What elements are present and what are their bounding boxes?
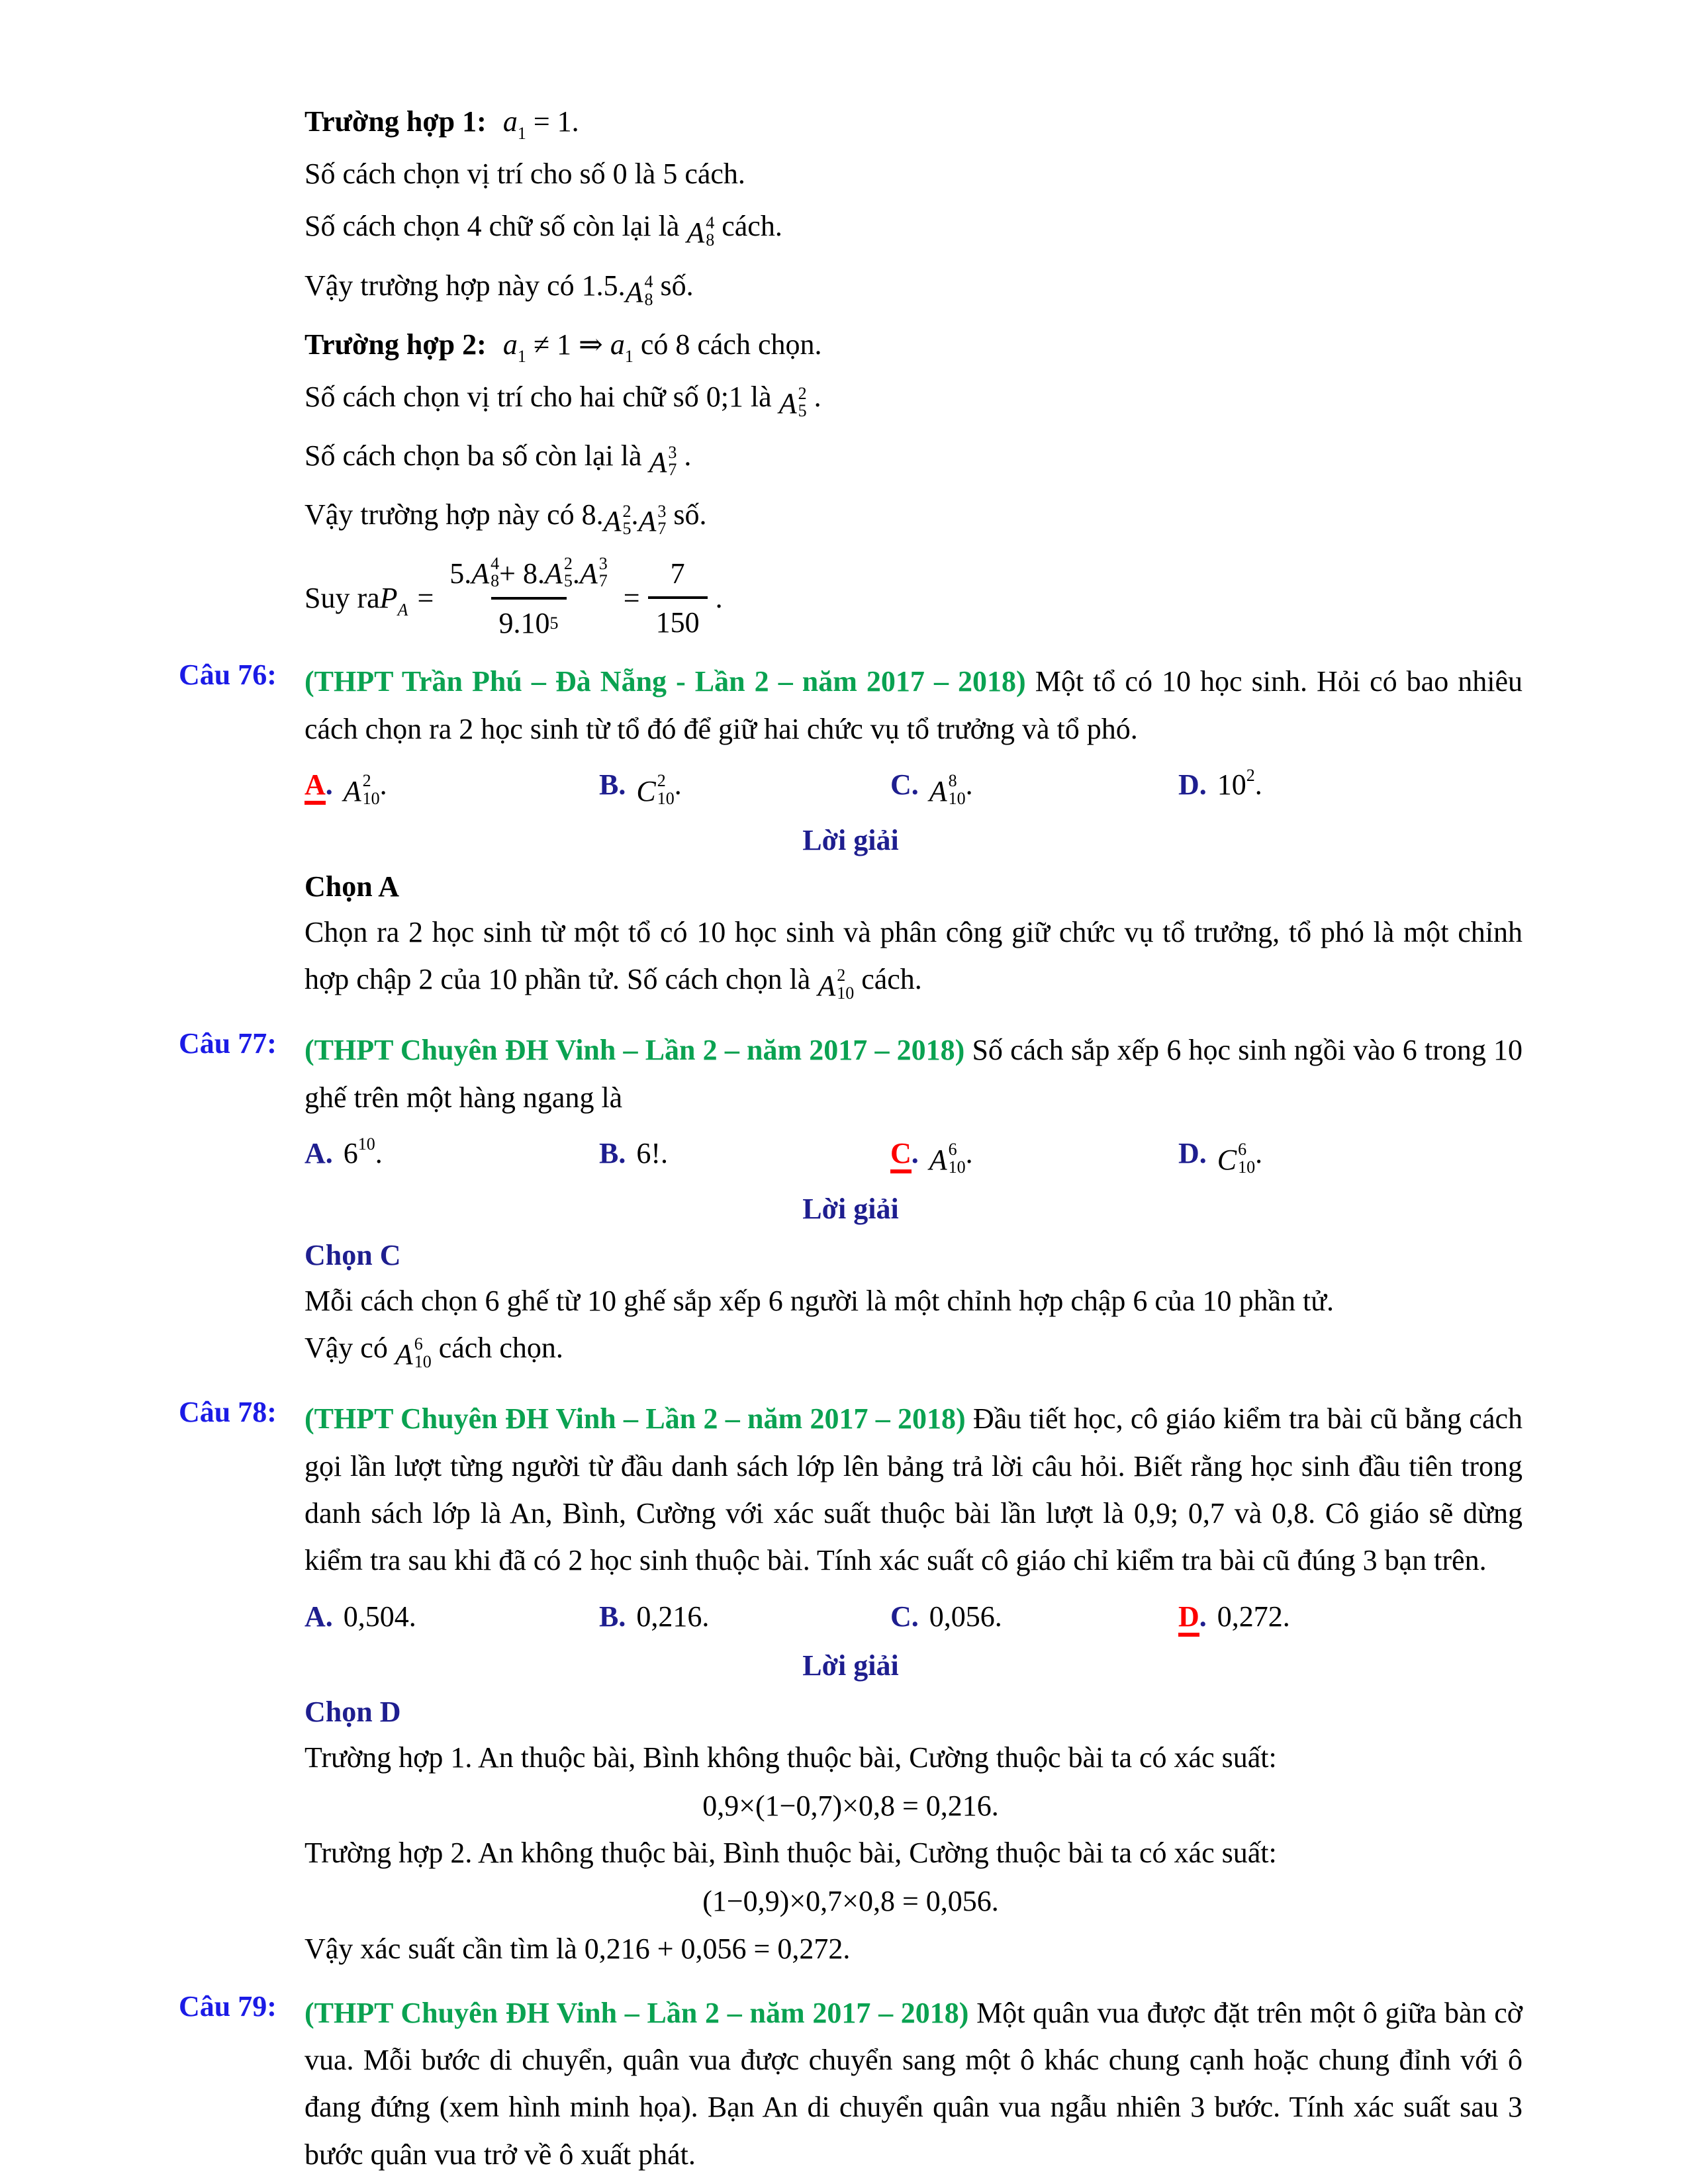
chosen-answer-76: Chọn A [305, 870, 400, 903]
solution-line [305, 492, 1523, 544]
loi-giai-heading: Lời giải [802, 823, 899, 856]
question-76-label: Câu 76: [179, 659, 277, 692]
solution-line: Số cách chọn vị trí cho số 0 là 5 cách. [305, 158, 745, 191]
period: . [375, 1136, 383, 1169]
text-run: Chọn ra 2 học sinh từ một tổ có 10 học sinh và phân công giữ chức vụ tổ trưởng, tổ phó là một chỉnh hợp chập 2 của 10 phần tử. Số cách chọn là [305, 915, 1523, 996]
option-letter: B [599, 768, 619, 801]
period: . [965, 768, 973, 801]
period: . [379, 768, 387, 801]
case2-label: Trường hợp 2: [305, 328, 487, 361]
text-run: Số cách sắp xếp 6 học sinh ngồi vào 6 trong 10 ghế trên một hàng ngang là [305, 1034, 1523, 1114]
question-77-source: (THPT Chuyên ĐH Vinh – Lần 2 – năm 2017 – 2018) [305, 1034, 965, 1067]
math-C-10-2: C 2 10 [636, 771, 675, 808]
period: . [702, 1600, 710, 1633]
option-letter: D [1178, 1136, 1199, 1169]
option-value: 0,216 [636, 1600, 702, 1633]
text-run: cách. [854, 963, 922, 996]
math-a1: a [610, 328, 625, 361]
math-A-7-3: A 3 7 [638, 501, 667, 539]
text-run: Một quân vua được đặt trên một ô giữa bàn cờ vua. Mỗi bước di chuyển, quân vua được chuyển sang một ô khác chung cạnh hoặc chung đỉnh với ô đang đứng (xem hình minh họa). Bạn An di chuyển quân vua ngẫu nhiên 3 bước. Tính xác suất sau 3 bước quân vua trở về ô xuất phát. [305, 1996, 1523, 2171]
math-a1: a [502, 328, 518, 361]
solution-76 [305, 909, 1523, 1010]
option-letter-correct: C [890, 1138, 912, 1173]
math-a1-sub: 1 [517, 346, 526, 366]
math-A-10-8: A 8 10 [929, 771, 966, 808]
period: . [408, 1600, 416, 1633]
text-run: Vậy trường hợp này có 8. [305, 498, 604, 531]
option-letter: C [890, 1600, 912, 1633]
loi-giai-heading: Lời giải [802, 1192, 899, 1225]
math-10-2: $10^2$ [1217, 765, 1255, 801]
math-a1-sub: 1 [517, 124, 526, 143]
text-run: Số cách chọn ba số còn lại là [305, 439, 649, 473]
math-A-8-4: A 4 8 [471, 553, 500, 591]
question-78-text [305, 1395, 1523, 1584]
solution-78-case1: Trường hợp 1. An thuộc bài, Bình không thuộc bài, Cường thuộc bài ta có xác suất: [305, 1741, 1277, 1774]
solution-line [305, 204, 1523, 255]
option-77-C: C. A 6 10 . [890, 1132, 1178, 1182]
solution-line [305, 263, 1523, 315]
question-76-source: (THPT Trần Phú – Đà Nẵng - Lần 2 – năm 2017 – 2018) [305, 665, 1026, 698]
text-run: Số cách chọn 4 chữ số còn lại là [305, 210, 687, 243]
question-78 [179, 1395, 1523, 1972]
text-run: Vậy có [305, 1332, 395, 1365]
option-letter-correct: A [305, 770, 326, 805]
equals-sign: = [417, 582, 434, 615]
option-78-B: B. 0,216. [599, 1600, 710, 1633]
math-P-A: $P_A$ [379, 582, 408, 620]
text-run: số. [653, 269, 694, 302]
math-6-10: $6^{10}$ [343, 1134, 375, 1169]
text-run: . [677, 439, 692, 473]
text-run: . [715, 582, 723, 615]
fraction-main: 5. A 4 8 + 8. A 2 5 . A 3 7 9.10 5 [442, 557, 616, 641]
option-letter: A [305, 1136, 326, 1169]
question-79-source: (THPT Chuyên ĐH Vinh – Lần 2 – năm 2017 – 2018) [305, 1996, 969, 2029]
text-run: Đầu tiết học, cô giáo kiểm tra bài cũ bằng cách gọi lần lượt từng người từ đầu danh sách lớp lên bảng trả lời câu hỏi. Biết rằng học sinh đầu tiên trong danh sách lớp là An, Bình, Cường với xác suất thuộc bài lần lượt là 0,9; 0,7 và 0,8. Cô giáo sẽ dừng kiểm tra sau khi đã có 2 học sinh thuộc bài. Tính xác suất cô giáo chỉ kiểm tra bài cũ đúng 3 bạn trên. [305, 1402, 1523, 1577]
question-79-label: Câu 79: [179, 1989, 277, 2023]
math-6-factorial: 6! [636, 1136, 661, 1169]
text-run: số. [666, 498, 707, 531]
option-letter: D [1178, 768, 1199, 801]
math-A-5-2: A 2 5 [544, 553, 573, 591]
solution-77-line1: Mỗi cách chọn 6 ghế từ 10 ghế sắp xếp 6 người là một chỉnh hợp chập 6 của 10 phần tử. [305, 1284, 1335, 1317]
solution-case2-heading [305, 322, 1523, 367]
period: . [1254, 768, 1262, 801]
math-a1: a [502, 105, 518, 138]
text-run: + 8. [499, 557, 545, 590]
option-value: 0,272 [1217, 1600, 1283, 1633]
option-letter-correct: D [1178, 1602, 1199, 1637]
math-A-8-4: A 4 8 [625, 272, 653, 309]
solution-case1-heading [305, 99, 1523, 144]
solution-78-case2: Trường hợp 2. An không thuộc bài, Bình thuộc bài, Cường thuộc bài ta có xác suất: [305, 1837, 1277, 1870]
question-78-options [305, 1595, 1523, 1639]
math-A-10-6: A 6 10 [929, 1140, 966, 1177]
option-value: 0,056 [929, 1600, 995, 1633]
option-78-A: A. 0,504. [305, 1600, 416, 1633]
text-run: cách. [714, 210, 782, 243]
question-76 [179, 658, 1523, 1009]
option-76-B: B. C 2 10 . [599, 763, 890, 813]
loi-giai-heading: Lời giải [802, 1649, 899, 1682]
chosen-answer-78: Chọn D [305, 1695, 401, 1728]
period: . [661, 1136, 669, 1169]
question-77-text [305, 1026, 1523, 1121]
solution-78-final: Vậy xác suất cần tìm là 0,216 + 0,056 = 0,272. [305, 1932, 851, 1965]
period: . [1255, 1136, 1263, 1169]
text-run: 5. [449, 557, 472, 590]
denominator: 9.10 [498, 606, 550, 639]
question-78-label: Câu 78: [179, 1396, 277, 1429]
probability-equation [305, 553, 1523, 641]
math-A-10-2: A 2 10 [818, 966, 855, 1003]
equals-sign: = [623, 582, 640, 615]
math-A-5-2: A 2 5 [778, 383, 807, 421]
question-77-label: Câu 77: [179, 1027, 277, 1060]
option-77-D: D. C 6 10 . [1178, 1132, 1523, 1182]
option-78-C: C. 0,056. [890, 1600, 1002, 1633]
option-78-D: D. 0,272. [1178, 1595, 1523, 1639]
math-A-5-2: A 2 5 [603, 501, 632, 539]
case2-tail: có 8 cách chọn. [633, 328, 822, 361]
period: . [674, 768, 682, 801]
period: . [965, 1136, 973, 1169]
option-letter: A [305, 1600, 326, 1633]
math-A-7-3: A 3 7 [649, 442, 677, 480]
solution-78-equation2: (1−0,9)×0,7×0,8 = 0,056. [702, 1885, 999, 1918]
question-77 [179, 1026, 1523, 1378]
math-C-10-6: C 6 10 [1217, 1140, 1256, 1177]
text-run: Vậy trường hợp này có 1.5. [305, 269, 626, 302]
text-run: . [631, 498, 639, 531]
question-78-source: (THPT Chuyên ĐH Vinh – Lần 2 – năm 2017 – 2018) [305, 1402, 966, 1435]
period: . [1282, 1600, 1290, 1633]
question-76-text [305, 658, 1523, 752]
math-A-7-3: A 3 7 [579, 553, 608, 591]
option-76-D: D. $10^2$. [1178, 765, 1262, 801]
case1-end: . [571, 105, 579, 138]
fraction-result: $\frac{7}{150}$ [648, 557, 708, 641]
case1-label: Trường hợp 1: [305, 105, 487, 138]
period: . [994, 1600, 1002, 1633]
chosen-answer-77: Chọn C [305, 1238, 401, 1271]
case1-eq: = 1 [526, 105, 572, 138]
text-run: Suy ra [305, 582, 380, 615]
solution-78-equation1: 0,9×(1−0,7)×0,8 = 0,216. [702, 1789, 999, 1822]
option-77-A: A. $6^{10}$. [305, 1134, 383, 1169]
question-77-options [305, 1132, 1523, 1182]
math-A-10-6: A 6 10 [395, 1334, 432, 1371]
option-letter: B [599, 1600, 619, 1633]
text-run: Một tổ có 10 học sinh. Hỏi có bao nhiêu cách chọn ra 2 học sinh từ tổ đó để giữ hai chức vụ tổ trưởng và tổ phó. [305, 665, 1523, 745]
text-run: . [806, 380, 821, 413]
text-run: . [572, 557, 580, 590]
math-a1-sub: 1 [624, 346, 633, 366]
solution-line [305, 433, 1523, 485]
option-77-B: B. 6!. [599, 1136, 669, 1169]
math-A-8-4: A 4 8 [686, 212, 715, 250]
text-run: cách chọn. [431, 1332, 563, 1365]
case2-mid: ≠ 1 ⇒ [526, 328, 610, 361]
text-run: Số cách chọn vị trí cho hai chữ số 0;1 là [305, 380, 779, 413]
solution-77-line2 [305, 1324, 1523, 1378]
option-letter: C [890, 768, 912, 801]
option-76-C: C. A 8 10 . [890, 763, 1178, 813]
option-letter: B [599, 1136, 619, 1169]
question-79-text [305, 1989, 1523, 2178]
question-79 [179, 1989, 1523, 2178]
solution-top-block [179, 99, 1523, 641]
option-76-A: A. A 2 10 . [305, 763, 599, 813]
question-76-options [305, 763, 1523, 813]
solution-line [305, 375, 1523, 426]
math-A-10-2: A 2 10 [343, 771, 380, 808]
option-value: 0,504 [343, 1600, 409, 1633]
